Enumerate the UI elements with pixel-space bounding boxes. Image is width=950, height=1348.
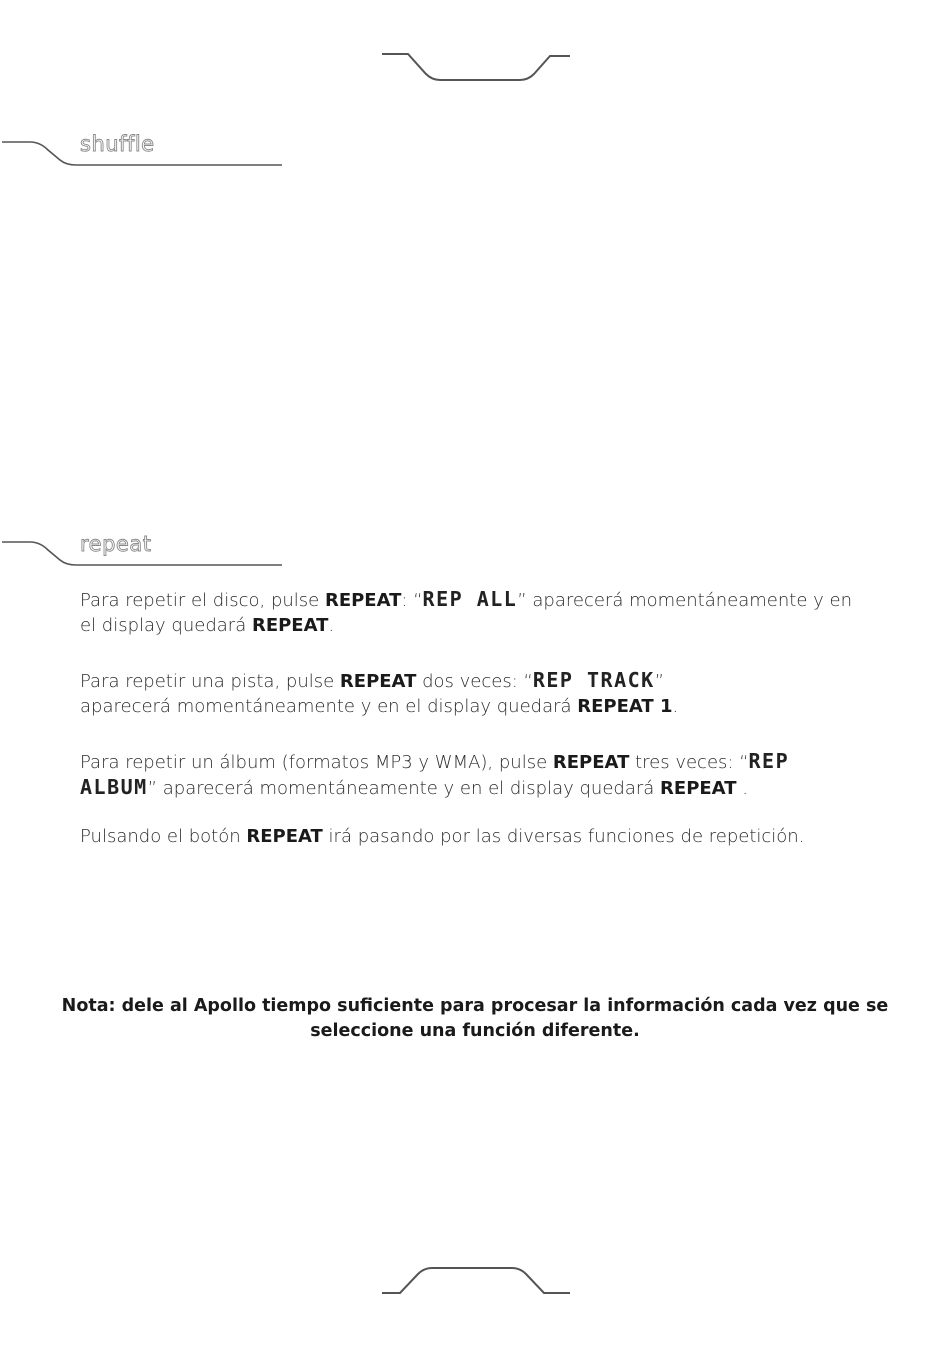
text: Para repetir una pista, pulse bbox=[80, 671, 340, 692]
keyword-repeat-1: REPEAT 1 bbox=[577, 696, 673, 717]
keyword-repeat: REPEAT bbox=[339, 671, 417, 692]
keyword-repeat: REPEAT bbox=[552, 752, 630, 773]
text: tres veces: bbox=[629, 752, 740, 773]
text: : bbox=[401, 590, 414, 611]
close-quote: ” bbox=[654, 671, 665, 692]
lcd-display-text: REP ALL bbox=[422, 587, 518, 611]
text: irá pasando por las diversas funciones de repetición. bbox=[322, 826, 805, 847]
keyword-repeat: REPEAT bbox=[251, 615, 329, 636]
close-quote: ” bbox=[517, 590, 527, 611]
keyword-repeat: REPEAT bbox=[660, 778, 737, 799]
top-tab-ornament bbox=[380, 50, 572, 84]
close-quote: ” bbox=[147, 778, 158, 799]
open-quote: “ bbox=[523, 671, 533, 692]
text: . bbox=[736, 778, 748, 799]
bottom-tab-ornament bbox=[380, 1264, 572, 1298]
keyword-repeat: REPEAT bbox=[324, 590, 402, 611]
repeat-cycle-paragraph bbox=[80, 824, 870, 849]
text: . bbox=[328, 615, 335, 636]
lcd-display-text: REP TRACK bbox=[532, 668, 655, 692]
text: Pulsando el botón bbox=[80, 826, 247, 847]
lcd-display-text: REP ALBUM bbox=[80, 749, 790, 799]
repeat-heading: repeat bbox=[80, 532, 152, 556]
open-quote: “ bbox=[739, 752, 749, 773]
text: . bbox=[672, 696, 679, 717]
text: dos veces: bbox=[416, 671, 524, 692]
text: aparecerá momentáneamente y en el display quedará bbox=[80, 590, 852, 636]
repeat-track-paragraph bbox=[80, 668, 730, 719]
text: Para repetir el disco, pulse bbox=[80, 590, 325, 611]
text: aparecerá momentáneamente y en el display quedará bbox=[80, 696, 578, 717]
note-text: Nota: dele al Apollo tiempo suficiente para procesar la información cada vez que se seleccione una función diferente. bbox=[61, 996, 889, 1041]
text: Para repetir un álbum (formatos MP3 y WMA), pulse bbox=[80, 752, 553, 773]
repeat-disc-paragraph bbox=[80, 587, 870, 638]
repeat-album-paragraph bbox=[80, 749, 870, 801]
open-quote: “ bbox=[413, 590, 423, 611]
keyword-repeat: REPEAT bbox=[246, 826, 323, 847]
text: aparecerá momentáneamente y en el display quedará bbox=[157, 778, 661, 799]
shuffle-heading: shuffle bbox=[80, 132, 155, 156]
